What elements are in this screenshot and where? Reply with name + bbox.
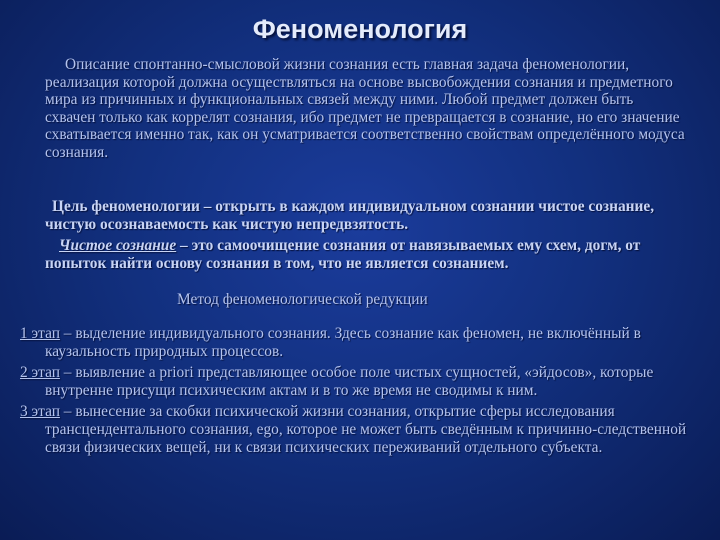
pure-consciousness-paragraph	[45, 237, 705, 272]
pure-consciousness-term: Чистое сознание	[59, 237, 177, 254]
slide-title: Феноменология	[252, 14, 468, 44]
pure-consciousness-text: – это самоочищение сознания от навязываемых ему схем, догм, от попыток найти основу сознания в том, что не является сознанием.	[45, 237, 641, 272]
stage-label: 1 этап	[20, 325, 60, 342]
stages-list	[20, 325, 700, 460]
stage-item-1	[20, 325, 700, 360]
method-heading	[45, 291, 645, 309]
intro-paragraph	[45, 56, 685, 162]
goal-paragraph-text: Цель феноменологии – открыть в каждом индивидуальном сознании чистое сознание, чистую осознаваемость как чистую непредвзятость.	[45, 198, 655, 233]
stage-item-3	[20, 403, 700, 456]
stage-item-2	[20, 364, 700, 399]
method-heading-text: Метод феноменологической редукции	[177, 291, 428, 308]
stage-text: – выявление а priori представляющее особое поле чистых сущностей, «эйдосов», которые внутренне присущи психическим актам и в то же время не сводимы к ним.	[45, 364, 654, 399]
goal-paragraph	[45, 198, 695, 233]
stage-text: – вынесение за скобки психической жизни сознания, открытие сферы исследования трансцендентального сознания, ego, которое не может быть сведённым к причинно-следственной связи физических вещей, ни к связи психических переживаний отдельного субъекта.	[45, 403, 687, 456]
stage-text: – выделение индивидуального сознания. Здесь сознание как феномен, не включённый в каузальность природных процессов.	[45, 325, 641, 360]
intro-paragraph-text: Описание спонтанно-смысловой жизни сознания есть главная задача феноменологии, реализация которой должна осуществляться на основе высвобождения сознания и предметного мира из причинных и функциональных связей между ними. Любой предмет должен быть схвачен только как коррелят сознания, ибо предмет не превращается в сознание, но его значение схватывается именно так, как он усматривается соответственно свойствам определённого модуса сознания.	[45, 56, 685, 161]
stage-label: 3 этап	[20, 403, 60, 421]
stage-label: 2 этап	[20, 364, 60, 382]
